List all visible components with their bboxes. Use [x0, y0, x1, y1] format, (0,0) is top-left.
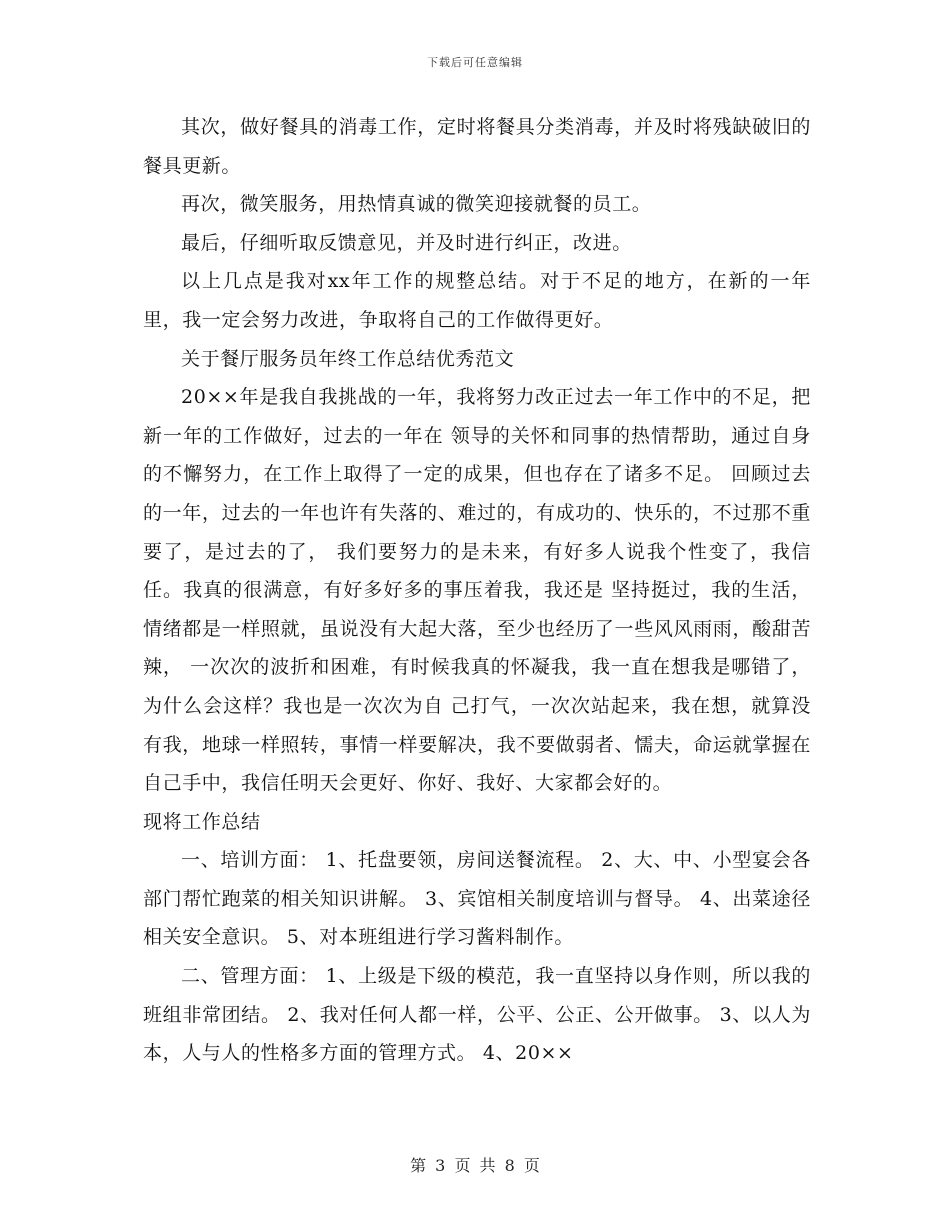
- section-title: 关于餐厅服务员年终工作总结优秀范文: [181, 347, 515, 370]
- paragraph-summary-conclusion: 以上几点是我对xx年工作的规整总结。对于不足的地方，在新的一年里，我一定会努力改进，争取将自己的工作做得更好。: [143, 270, 811, 331]
- paragraph-year-review: 20××年是我自我挑战的一年，我将努力改正过去一年工作中的不足，把新一年的工作做好，过去的一年在 领导的关怀和同事的热情帮助，通过自身的不懈努力，在工作上取得了一定的成果，但也存在了诸多不足。 回顾过去的一年，过去的一年也许有失落的、难过的，有成功的、快乐的，不过那不重要了，是过去的了， 我们要努力的是未来，有好多人说我个性变了，我信任。我真的很满意，有好多好多的事压着我，我还是 坚持挺过，我的生活，情绪都是一样照就，虽说没有大起大落，至少也经历了一些风风雨雨，酸甜苦辣， 一次次的波折和困难，有时候我真的怀凝我，我一直在想我是哪错了，为什么会这样？我也是一次次为自 己打气，一次次站起来，我在想，就算没有我，地球一样照转，事情一样要解决，我不要做弱者、懦夫，命运就掌握在自己手中，我信任明天会更好、你好、我好、大家都会好的。: [143, 386, 811, 795]
- page-header: 下载后可任意编辑: [427, 56, 523, 69]
- paragraph-feedback: 最后，仔细听取反馈意见，并及时进行纠正，改进。: [181, 231, 632, 254]
- paragraph-disinfection: 其次，做好餐具的消毒工作，定时将餐具分类消毒，并及时将残缺破旧的餐具更新。: [143, 116, 811, 177]
- paragraph-training: 一、培训方面： 1、托盘要领，房间送餐流程。 2、大、中、小型宴会各部门帮忙跑菜的相关知识讲解。 3、宾馆相关制度培训与督导。 4、出菜途径相关安全意识。 5、对本班组进行学习酱料制作。: [143, 849, 811, 949]
- paragraph-smile-service: 再次，微笑服务，用热情真诚的微笑迎接就餐的员工。: [181, 193, 652, 216]
- paragraph-management: 二、管理方面： 1、上级是下级的模范，我一直坚持以身作则，所以我的班组非常团结。 2、我对任何人都一样，公平、公正、公开做事。 3、以人为本，人与人的性格多方面的管理方式。 4、20××: [143, 965, 811, 1065]
- page-footer: 第 3 页 共 8 页: [410, 1156, 540, 1175]
- paragraph-work-summary-intro: 现将工作总结: [143, 810, 261, 833]
- document-body: [143, 108, 811, 1073]
